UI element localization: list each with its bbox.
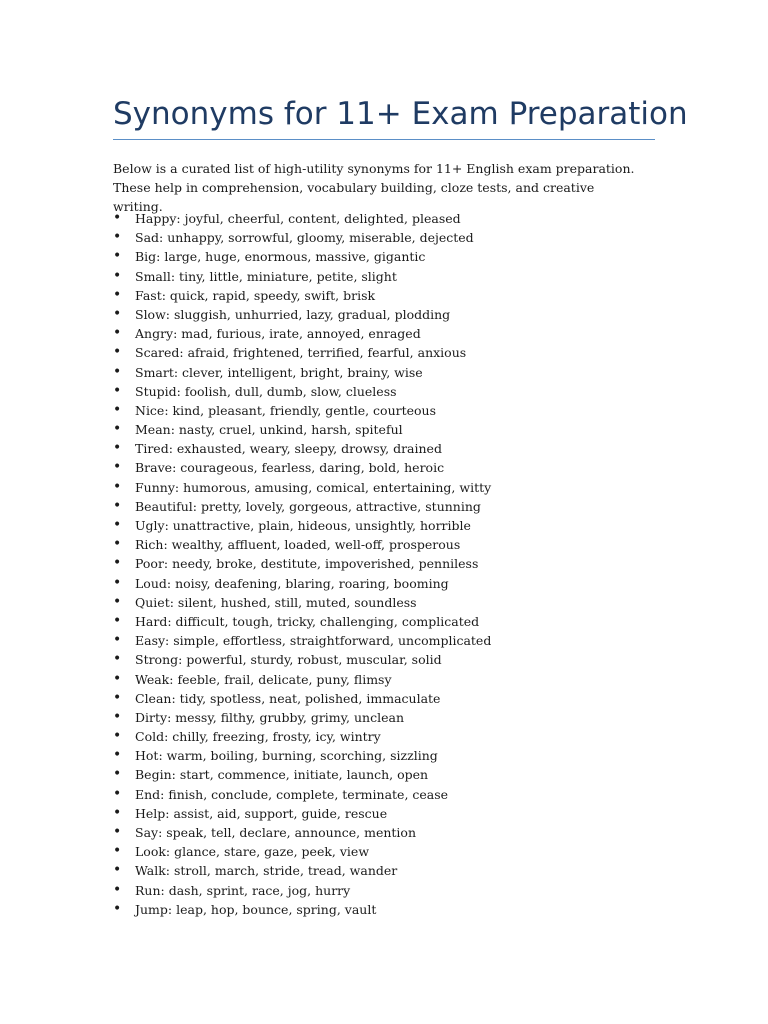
page-title: Synonyms for 11+ Exam Preparation xyxy=(113,96,688,132)
synonym-entry-text: Tired: exhausted, weary, sleepy, drowsy, drained xyxy=(135,441,442,457)
bullet-icon: • xyxy=(113,421,122,438)
bullet-icon: • xyxy=(113,517,122,533)
synonym-entry-text: Happy: joyful, cheerful, content, delighted, pleased xyxy=(135,211,461,226)
synonym-list-item xyxy=(113,401,491,420)
synonym-list-item xyxy=(113,593,491,612)
synonym-entry-text: Funny: humorous, amusing, comical, entertaining, witty xyxy=(135,479,492,495)
synonym-list-item xyxy=(113,324,491,343)
bullet-icon: • xyxy=(113,785,122,802)
synonym-list-item xyxy=(113,785,491,804)
synonym-list-item xyxy=(113,554,491,573)
bullet-icon: • xyxy=(113,267,122,284)
synonym-entry-text: Scared: afraid, frightened, terrified, fearful, anxious xyxy=(135,345,467,361)
synonym-entry-text: Begin: start, commence, initiate, launch, open xyxy=(135,767,429,783)
synonym-list-item xyxy=(113,439,491,458)
synonym-entry-text: Dirty: messy, filthy, grubby, grimy, unclean xyxy=(135,709,405,725)
synonym-list-item xyxy=(113,900,491,919)
synonym-list-item xyxy=(113,631,491,650)
synonym-entry-text: Help: assist, aid, support, guide, rescue xyxy=(135,805,388,821)
synonym-list-item xyxy=(113,478,491,497)
synonym-list-item xyxy=(113,267,491,286)
synonym-entry-text: Quiet: silent, hushed, still, muted, soundless xyxy=(135,594,417,610)
synonym-entry-text: Jump: leap, hop, bounce, spring, vault xyxy=(135,901,377,917)
bullet-icon: • xyxy=(113,478,122,495)
synonym-entry-text: Slow: sluggish, unhurried, lazy, gradual, plodding xyxy=(135,306,451,322)
bullet-icon: • xyxy=(113,843,122,860)
synonym-list-item xyxy=(113,420,491,439)
synonym-list xyxy=(113,209,491,919)
bullet-icon: • xyxy=(113,612,122,629)
synonym-entry-text: Smart: clever, intelligent, bright, brainy, wise xyxy=(135,364,423,380)
synonym-list-item xyxy=(113,804,491,823)
synonym-entry-text: Hot: warm, boiling, burning, scorching, sizzling xyxy=(135,748,438,764)
bullet-icon: • xyxy=(113,229,122,246)
bullet-icon: • xyxy=(113,747,122,764)
synonym-list-item xyxy=(113,516,491,535)
synonym-entry-text: Angry: mad, furious, irate, annoyed, enraged xyxy=(135,326,421,342)
synonym-entry-text: Big: large, huge, enormous, massive, gigantic xyxy=(135,249,426,265)
synonym-entry-text: Rich: wealthy, affluent, loaded, well-off, prosperous xyxy=(135,537,461,553)
bullet-icon: • xyxy=(113,593,122,610)
bullet-icon: • xyxy=(113,459,122,476)
bullet-icon: • xyxy=(113,536,122,553)
synonym-list-item xyxy=(113,612,491,631)
title-underline-rule xyxy=(113,139,655,140)
synonym-list-item xyxy=(113,881,491,900)
synonym-entry-text: Look: glance, stare, gaze, peek, view xyxy=(135,844,370,860)
synonym-list-item xyxy=(113,228,491,247)
bullet-icon: • xyxy=(113,344,122,361)
bullet-icon: • xyxy=(113,804,122,821)
bullet-icon: • xyxy=(113,651,122,668)
synonym-list-item xyxy=(113,497,491,516)
synonym-entry-text: Mean: nasty, cruel, unkind, harsh, spiteful xyxy=(135,422,403,438)
synonym-entry-text: Clean: tidy, spotless, neat, polished, immaculate xyxy=(135,690,441,706)
synonym-list-item xyxy=(113,765,491,784)
bullet-icon: • xyxy=(113,286,122,303)
bullet-icon: • xyxy=(113,325,122,342)
bullet-icon: • xyxy=(113,708,122,725)
synonym-entry-text: Easy: simple, effortless, straightforward, uncomplicated xyxy=(135,633,492,649)
synonym-entry-text: Say: speak, tell, declare, announce, mention xyxy=(135,825,417,840)
synonym-list-item xyxy=(113,689,491,708)
bullet-icon: • xyxy=(113,305,122,322)
synonym-list-item xyxy=(113,535,491,554)
synonym-entry-text: Stupid: foolish, dull, dumb, slow, clueless xyxy=(135,383,397,399)
bullet-icon: • xyxy=(113,824,122,840)
bullet-icon: • xyxy=(113,248,122,265)
synonym-entry-text: Weak: feeble, frail, delicate, puny, flimsy xyxy=(135,671,392,687)
synonym-list-item xyxy=(113,574,491,593)
synonym-list-item xyxy=(113,247,491,266)
synonym-entry-text: Poor: needy, broke, destitute, impoverished, penniless xyxy=(135,556,479,572)
synonym-entry-text: Nice: kind, pleasant, friendly, gentle, courteous xyxy=(135,402,437,418)
bullet-icon: • xyxy=(113,382,122,399)
bullet-icon: • xyxy=(113,632,122,649)
synonym-entry-text: Loud: noisy, deafening, blaring, roaring, booming xyxy=(135,575,449,591)
bullet-icon: • xyxy=(113,728,122,745)
synonym-entry-text: Walk: stroll, march, stride, tread, wander xyxy=(135,863,398,879)
synonym-list-item xyxy=(113,861,491,880)
bullet-icon: • xyxy=(113,210,122,226)
synonym-list-item xyxy=(113,708,491,727)
synonym-list-item xyxy=(113,746,491,765)
synonym-entry-text: End: finish, conclude, complete, terminate, cease xyxy=(135,786,449,802)
synonym-list-item xyxy=(113,650,491,669)
bullet-icon: • xyxy=(113,881,122,898)
bullet-icon: • xyxy=(113,401,122,418)
bullet-icon: • xyxy=(113,555,122,572)
synonym-list-item xyxy=(113,209,491,228)
synonym-list-item xyxy=(113,343,491,362)
synonym-list-item xyxy=(113,842,491,861)
synonym-entry-text: Hard: difficult, tough, tricky, challenging, complicated xyxy=(135,613,480,629)
bullet-icon: • xyxy=(113,766,122,783)
bullet-icon: • xyxy=(113,900,122,917)
synonym-entry-text: Beautiful: pretty, lovely, gorgeous, attractive, stunning xyxy=(135,498,481,514)
synonym-entry-text: Cold: chilly, freezing, frosty, icy, wintry xyxy=(135,729,381,745)
synonym-list-item xyxy=(113,363,491,382)
synonym-entry-text: Sad: unhappy, sorrowful, gloomy, miserable, dejected xyxy=(135,230,474,246)
synonym-entry-text: Brave: courageous, fearless, daring, bold, heroic xyxy=(135,460,445,476)
bullet-icon: • xyxy=(113,862,122,879)
synonym-entry-text: Run: dash, sprint, race, jog, hurry xyxy=(135,882,351,898)
synonym-list-item xyxy=(113,670,491,689)
intro-paragraph: Below is a curated list of high-utility synonyms for 11+ English exam preparation. These help in comprehension, vocabulary building, cloze tests, and creative writing. xyxy=(113,161,635,214)
synonym-list-item xyxy=(113,286,491,305)
synonym-entry-text: Ugly: unattractive, plain, hideous, unsightly, horrible xyxy=(135,518,471,533)
bullet-icon: • xyxy=(113,497,122,514)
synonym-list-item xyxy=(113,823,491,842)
bullet-icon: • xyxy=(113,689,122,706)
synonym-list-item xyxy=(113,727,491,746)
synonym-list-item xyxy=(113,382,491,401)
bullet-icon: • xyxy=(113,440,122,457)
bullet-icon: • xyxy=(113,363,122,380)
synonym-entry-text: Strong: powerful, sturdy, robust, muscular, solid xyxy=(135,652,442,668)
synonym-list-item xyxy=(113,458,491,477)
bullet-icon: • xyxy=(113,670,122,687)
synonym-entry-text: Fast: quick, rapid, speedy, swift, brisk xyxy=(135,287,376,303)
synonym-entry-text: Small: tiny, little, miniature, petite, slight xyxy=(135,268,397,284)
synonym-list-item xyxy=(113,305,491,324)
bullet-icon: • xyxy=(113,574,122,591)
